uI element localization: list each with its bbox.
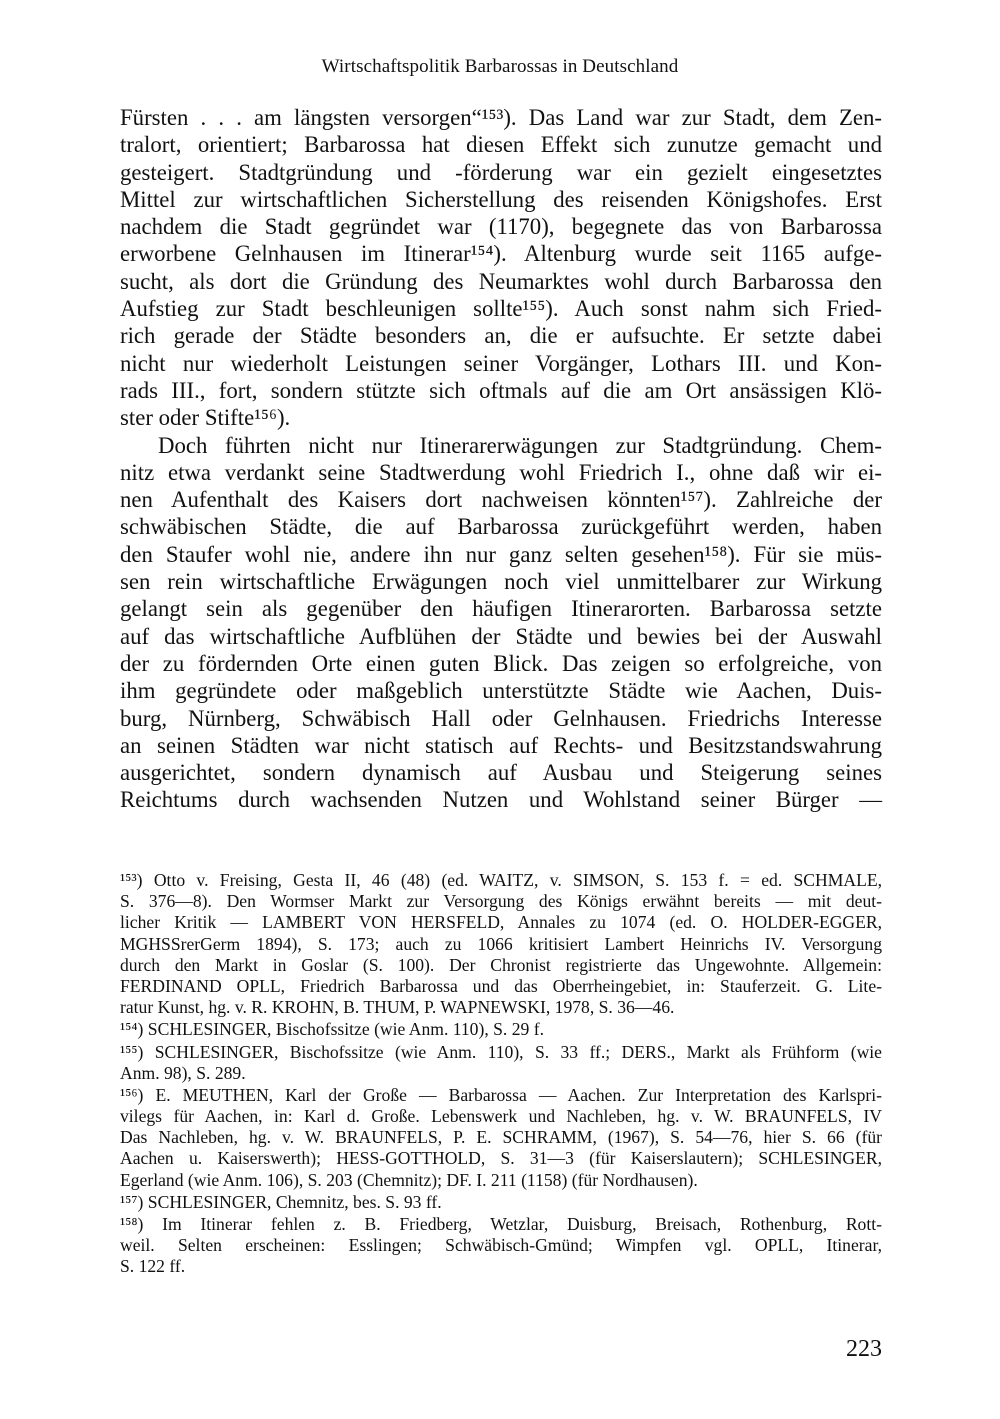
footnote-line: licher Kritik — LAMBERT VON HERSFELD, Annales zu 1074 (ed. O. HOLDER-EGGER, — [120, 912, 882, 933]
text-line: rads III., fort, sondern stützte sich oftmals auf die am Ort ansässigen Klö- — [120, 377, 882, 403]
footnote-line: ¹⁵⁶) E. MEUTHEN, Karl der Große — Barbarossa — Aachen. Zur Interpretation des Karlspri- — [120, 1084, 882, 1105]
text-line: gesteigert. Stadtgründung und -förderung war ein gezielt eingesetztes — [120, 159, 882, 185]
page-number: 223 — [846, 1336, 882, 1362]
footnote-line: ¹⁵⁴) SCHLESINGER, Bischofssitze (wie Anm. 110), S. 29 f. — [120, 1019, 544, 1040]
footnote-line: durch den Markt in Goslar (S. 100). Der Chronist registrierte das Ungewohnte. Allgemein: — [120, 954, 882, 975]
text-line: Fürsten . . . am längsten versorgen“¹⁵³). Das Land war zur Stadt, dem Zen- — [120, 105, 882, 130]
text-line: sucht, als dort die Gründung des Neumarktes wohl durch Barbarossa den — [120, 268, 882, 294]
footnote-line: Anm. 98), S. 289. — [120, 1062, 246, 1083]
footnote-line: ¹⁵⁵) SCHLESINGER, Bischofssitze (wie Anm. 110), S. 33 ff.; DERS., Markt als Frühform (wie — [120, 1041, 882, 1062]
text-line: nen Aufenthalt des Kaisers dort nachweisen könnten¹⁵⁷). Zahlreiche der — [120, 487, 882, 513]
footnote-line: MGHSSrerGerm 1894), S. 173; auch zu 1066 kritisiert Lambert Heinrichs IV. Versorgung — [120, 933, 882, 954]
text-line: auf das wirtschaftliche Aufblühen der Städte und bewies bei der Auswahl — [120, 623, 882, 649]
footnote-line: Das Nachleben, hg. v. W. BRAUNFELS, P. E. SCHRAMM, (1967), S. 54—76, hier S. 66 (für — [120, 1127, 882, 1148]
text-line: gelangt sein als gegenüber den häufigen Itinerarorten. Barbarossa setzte — [120, 596, 882, 622]
text-line: sen rein wirtschaftliche Erwägungen noch viel unmittelbarer zur Wirkung — [120, 569, 882, 595]
text-line: ihm gegründete oder maßgeblich unterstützte Städte wie Aachen, Duis- — [120, 678, 882, 704]
text-line: ster oder Stifte¹⁵⁶). — [120, 405, 291, 431]
footnotes — [120, 870, 882, 1278]
text-line: Doch führten nicht nur Itinerarerwägungen zur Stadtgründung. Chem- — [158, 432, 882, 458]
text-line: burg, Nürnberg, Schwäbisch Hall oder Gelnhausen. Friedrichs Interesse — [120, 705, 882, 731]
text-line: tralort, orientiert; Barbarossa hat diesen Effekt sich zunutze gemacht und — [120, 132, 882, 158]
text-line: an seinen Städten war nicht statisch auf Rechts- und Besitzstandswahrung — [120, 732, 882, 758]
footnote-line: ratur Kunst, hg. v. R. KROHN, B. THUM, P. WAPNEWSKI, 1978, S. 36—46. — [120, 997, 675, 1018]
text-line: Mittel zur wirtschaftlichen Sicherstellung des reisenden Königshofes. Erst — [120, 186, 882, 212]
footnote-line: Egerland (wie Anm. 106), S. 203 (Chemnitz); DF. I. 211 (1158) (für Nordhausen). — [120, 1169, 698, 1190]
main-text — [120, 104, 882, 814]
text-line: Reichtums durch wachsenden Nutzen und Wohlstand seiner Bürger — — [120, 787, 882, 813]
text-line: nitz etwa verdankt seine Stadtwerdung wohl Friedrich I., ohne daß wir ei- — [120, 459, 882, 485]
text-line: nicht nur wiederholt Leistungen seiner Vorgänger, Lothars III. und Kon- — [120, 350, 882, 376]
text-line: schwäbischen Städte, die auf Barbarossa zurückgeführt werden, haben — [120, 514, 882, 540]
footnote-line: Aachen u. Kaiserswerth); HESS-GOTTHOLD, S. 31—3 (für Kaiserslautern); SCHLESINGER, — [120, 1148, 882, 1169]
footnote-line: vilegs für Aachen, in: Karl d. Große. Lebenswerk und Nachleben, hg. v. W. BRAUNFELS, IV — [120, 1106, 882, 1127]
footnote-line: S. 122 ff. — [120, 1256, 186, 1277]
text-line: der zu fördernden Orte einen guten Blick. Das zeigen so erfolgreiche, von — [120, 650, 882, 676]
running-header: Wirtschaftspolitik Barbarossas in Deutschland — [321, 56, 679, 77]
text-line: Aufstieg zur Stadt beschleunigen sollte¹⁵⁵). Auch sonst nahm sich Fried- — [120, 296, 882, 322]
text-line: den Staufer wohl nie, andere ihn nur ganz selten gesehen¹⁵⁸). Für sie müs- — [120, 541, 882, 567]
footnote-line: FERDINAND OPLL, Friedrich Barbarossa und das Oberrheingebiet, in: Stauferzeit. G. Lite- — [120, 975, 882, 996]
footnote-line: ¹⁵³) Otto v. Freising, Gesta II, 46 (48) (ed. WAITZ, v. SIMSON, S. 153 f. = ed. SCHMALE, — [120, 870, 882, 890]
footnote-line: ¹⁵⁷) SCHLESINGER, Chemnitz, bes. S. 93 ff. — [120, 1191, 442, 1212]
text-line: erworbene Gelnhausen im Itinerar¹⁵⁴). Altenburg wurde seit 1165 aufge- — [120, 241, 882, 267]
text-line: rich gerade der Städte besonders an, die er aufsuchte. Er setzte dabei — [120, 323, 882, 349]
text-line: nachdem die Stadt gegründet war (1170), begegnete das von Barbarossa — [120, 214, 882, 240]
footnote-line: ¹⁵⁸) Im Itinerar fehlen z. B. Friedberg, Wetzlar, Duisburg, Breisach, Rothenburg, Rott- — [120, 1214, 882, 1234]
footnote-line: weil. Selten erscheinen: Esslingen; Schwäbisch-Gmünd; Wimpfen vgl. OPLL, Itinerar, — [120, 1235, 882, 1256]
footnote-line: S. 376—8). Den Wormser Markt zur Versorgung des Königs erwähnt bereits — mit deut- — [120, 891, 882, 912]
text-line: ausgerichtet, sondern dynamisch auf Ausbau und Steigerung seines — [120, 760, 882, 786]
